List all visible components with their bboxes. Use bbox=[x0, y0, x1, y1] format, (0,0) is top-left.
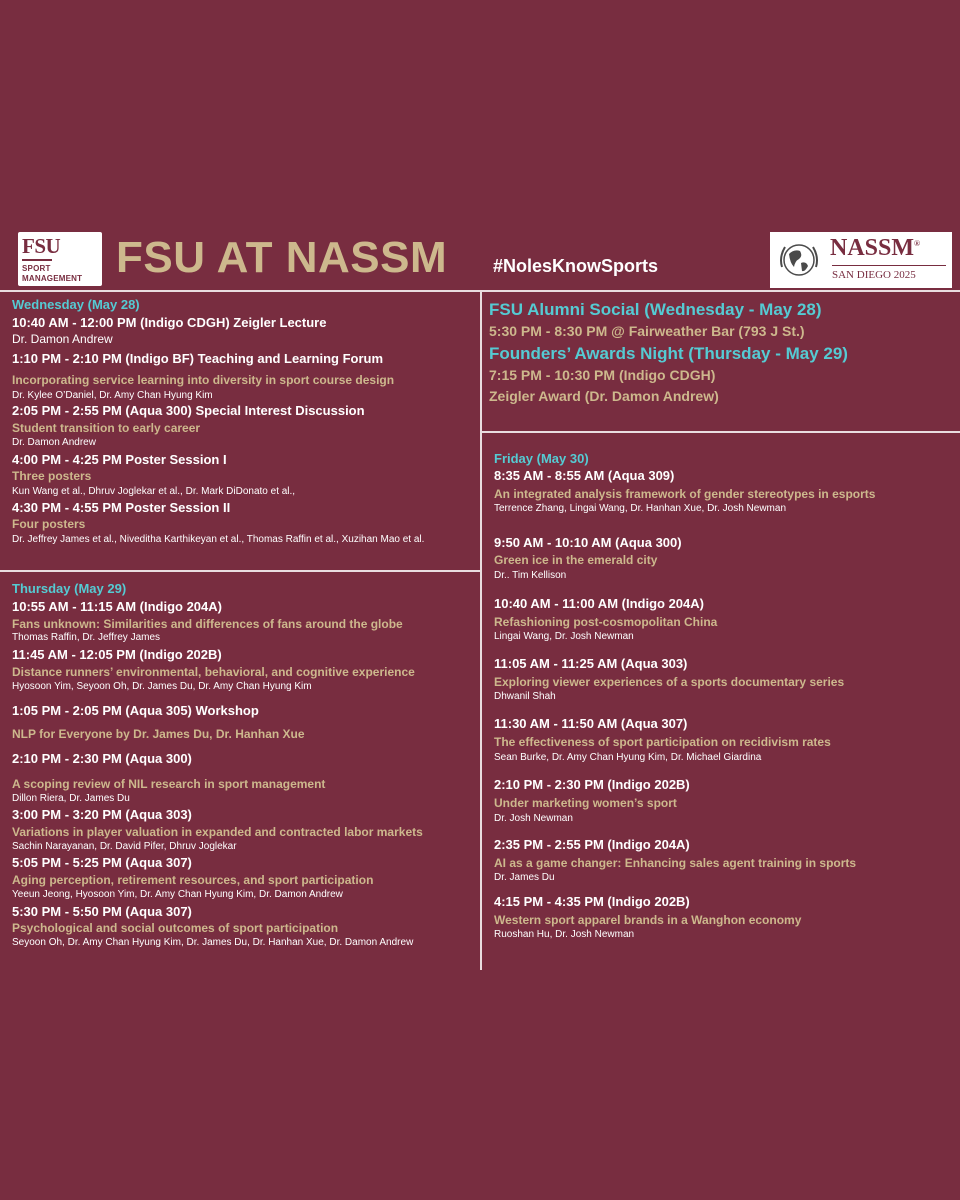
globe-icon bbox=[776, 237, 822, 283]
session-time: 5:30 PM - 5:50 PM (Aqua 307) bbox=[12, 904, 192, 919]
session-topic: Incorporating service learning into diversity in sport course design bbox=[12, 373, 395, 387]
session-names: Ruoshan Hu, Dr. Josh Newman bbox=[494, 929, 635, 940]
session-time: 2:10 PM - 2:30 PM (Indigo 202B) bbox=[494, 777, 690, 792]
session-names: Dr.. Tim Kellison bbox=[494, 570, 567, 581]
session-topic: A scoping review of NIL research in sport management bbox=[12, 777, 326, 791]
fsu-logo-rule bbox=[22, 259, 52, 261]
session-names: Terrence Zhang, Lingai Wang, Dr. Hanhan Xue, Dr. Josh Newman bbox=[494, 503, 787, 514]
session-names: Dhwanil Shah bbox=[494, 691, 556, 702]
zeigler-award: Zeigler Award (Dr. Damon Andrew) bbox=[489, 388, 719, 404]
hashtag: #NolesKnowSports bbox=[493, 256, 659, 276]
alumni-social-title: FSU Alumni Social (Wednesday - May 28) bbox=[489, 300, 822, 319]
session-time: 4:15 PM - 4:35 PM (Indigo 202B) bbox=[494, 894, 690, 909]
session-time: 9:50 AM - 10:10 AM (Aqua 300) bbox=[494, 535, 682, 550]
session-names: Dr. Josh Newman bbox=[494, 813, 573, 824]
session-names: Dr. James Du bbox=[494, 872, 555, 883]
session-names: Dr. Jeffrey James et al., Niveditha Karthikeyan et al., Thomas Raffin et al., Xuzihan Mao et al. bbox=[12, 534, 425, 545]
session-time: 11:05 AM - 11:25 AM (Aqua 303) bbox=[494, 656, 688, 671]
session-topic: Exploring viewer experiences of a sports documentary series bbox=[494, 675, 845, 689]
wednesday-thursday-divider bbox=[0, 570, 481, 572]
session-topic: Aging perception, retirement resources, and sport participation bbox=[12, 873, 374, 887]
session-names: Thomas Raffin, Dr. Jeffrey James bbox=[12, 632, 161, 643]
session-topic: NLP for Everyone by Dr. James Du, Dr. Hanhan Xue bbox=[12, 727, 305, 741]
session-topic: An integrated analysis framework of gender stereotypes in esports bbox=[494, 487, 876, 501]
fsu-logo-text: FSU bbox=[22, 234, 61, 258]
session-topic: The effectiveness of sport participation on recidivism rates bbox=[494, 735, 831, 749]
nassm-logo-name: NASSM® bbox=[830, 235, 920, 261]
session-topic: Student transition to early career bbox=[12, 421, 201, 435]
session-names: Dr. Kylee O’Daniel, Dr. Amy Chan Hyung Kim bbox=[12, 390, 213, 401]
session-time: 1:10 PM - 2:10 PM (Indigo BF) Teaching and Learning Forum bbox=[12, 351, 384, 366]
session-time: 2:35 PM - 2:55 PM (Indigo 204A) bbox=[494, 837, 690, 852]
session-names: Dr. Damon Andrew bbox=[12, 332, 113, 346]
session-topic: Western sport apparel brands in a Wanghon economy bbox=[494, 913, 802, 927]
session-topic: Under marketing women’s sport bbox=[494, 796, 677, 810]
thursday-heading: Thursday (May 29) bbox=[12, 581, 127, 596]
session-names: Hyosoon Yim, Seyoon Oh, Dr. James Du, Dr. Amy Chan Hyung Kim bbox=[12, 681, 312, 692]
session-time: 10:40 AM - 11:00 AM (Indigo 204A) bbox=[494, 596, 704, 611]
alumni-social-detail: 5:30 PM - 8:30 PM @ Fairweather Bar (793 J St.) bbox=[489, 323, 805, 339]
nassm-logo-rule bbox=[832, 265, 946, 266]
fsu-sport-management-logo bbox=[18, 232, 102, 286]
session-topic: Variations in player valuation in expanded and contracted labor markets bbox=[12, 825, 423, 839]
session-topic: AI as a game changer: Enhancing sales agent training in sports bbox=[494, 856, 857, 870]
session-topic: Distance runners’ environmental, behavioral, and cognitive experience bbox=[12, 665, 415, 679]
session-time: 4:30 PM - 4:55 PM Poster Session II bbox=[12, 500, 231, 515]
session-time: 2:10 PM - 2:30 PM (Aqua 300) bbox=[12, 751, 192, 766]
session-time: 10:55 AM - 11:15 AM (Indigo 204A) bbox=[12, 599, 222, 614]
session-time: 2:05 PM - 2:55 PM (Aqua 300) Special Interest Discussion bbox=[12, 403, 365, 418]
column-divider bbox=[480, 290, 482, 970]
session-names: Dillon Riera, Dr. James Du bbox=[12, 793, 130, 804]
session-time: 8:35 AM - 8:55 AM (Aqua 309) bbox=[494, 468, 675, 483]
page-title: FSU AT NASSM bbox=[116, 233, 448, 282]
fsu-logo-sub2: MANAGEMENT bbox=[22, 274, 83, 283]
session-names: Sean Burke, Dr. Amy Chan Hyung Kim, Dr. Michael Giardina bbox=[494, 752, 762, 763]
session-topic: Refashioning post-cosmopolitan China bbox=[494, 615, 718, 629]
wednesday-heading: Wednesday (May 28) bbox=[12, 297, 140, 312]
session-names: Yeeun Jeong, Hyosoon Yim, Dr. Amy Chan Hyung Kim, Dr. Damon Andrew bbox=[12, 889, 343, 900]
session-names: Sachin Narayanan, Dr. David Pifer, Dhruv Joglekar bbox=[12, 841, 237, 852]
session-time: 5:05 PM - 5:25 PM (Aqua 307) bbox=[12, 855, 192, 870]
session-time: 4:00 PM - 4:25 PM Poster Session I bbox=[12, 452, 227, 467]
friday-heading: Friday (May 30) bbox=[494, 451, 589, 466]
session-time: 11:45 AM - 12:05 PM (Indigo 202B) bbox=[12, 647, 222, 662]
session-topic: Psychological and social outcomes of sport participation bbox=[12, 921, 339, 935]
session-topic: Three posters bbox=[12, 469, 92, 483]
nassm-logo-location: SAN DIEGO 2025 bbox=[832, 269, 916, 281]
fsu-logo-sub1: SPORT bbox=[22, 264, 51, 273]
session-time: 11:30 AM - 11:50 AM (Aqua 307) bbox=[494, 716, 688, 731]
events-friday-divider bbox=[481, 431, 960, 433]
awards-night-time: 7:15 PM - 10:30 PM (Indigo CDGH) bbox=[489, 367, 716, 383]
awards-night-title: Founders’ Awards Night (Thursday - May 29) bbox=[489, 344, 848, 363]
session-names: Lingai Wang, Dr. Josh Newman bbox=[494, 631, 634, 642]
session-names: Seyoon Oh, Dr. Amy Chan Hyung Kim, Dr. James Du, Dr. Hanhan Xue, Dr. Damon Andrew bbox=[12, 937, 414, 948]
session-topic: Four posters bbox=[12, 517, 86, 531]
session-time: 10:40 AM - 12:00 PM (Indigo CDGH) Zeigler Lecture bbox=[12, 315, 327, 330]
session-time: 1:05 PM - 2:05 PM (Aqua 305) Workshop bbox=[12, 703, 259, 718]
session-time: 3:00 PM - 3:20 PM (Aqua 303) bbox=[12, 807, 192, 822]
nassm-logo bbox=[770, 232, 952, 288]
session-names: Dr. Damon Andrew bbox=[12, 437, 96, 448]
session-topic: Green ice in the emerald city bbox=[494, 553, 658, 567]
session-topic: Fans unknown: Similarities and differences of fans around the globe bbox=[12, 617, 403, 631]
session-names: Kun Wang et al., Dhruv Joglekar et al., Dr. Mark DiDonato et al., bbox=[12, 486, 296, 497]
